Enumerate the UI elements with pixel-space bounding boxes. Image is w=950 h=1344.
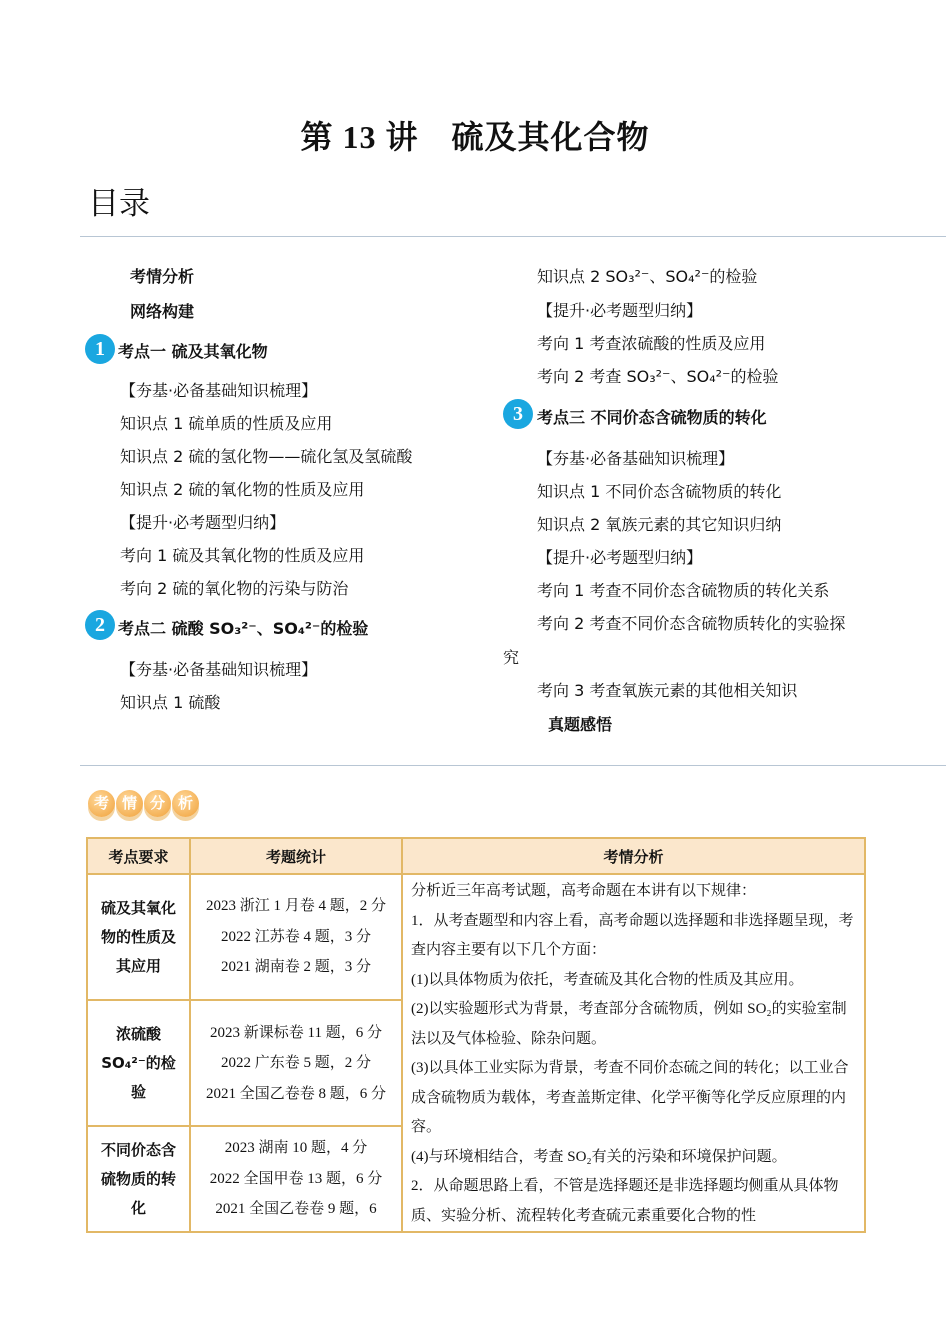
toc-item[interactable]: 考向 1 考查浓硫酸的性质及应用 xyxy=(537,334,766,353)
logo-char: 情 xyxy=(116,790,143,817)
stats-cell xyxy=(190,1126,402,1232)
toc-item[interactable]: 【夯基·必备基础知识梳理】 xyxy=(537,449,735,468)
toc-item[interactable]: 考向 1 考查不同价态含硫物质的转化关系 xyxy=(537,581,830,600)
toc-item[interactable]: 知识点 1 硫单质的性质及应用 xyxy=(120,414,333,433)
toc-item[interactable]: 网络构建 xyxy=(130,302,195,321)
stat-line: 2022 全国甲卷 13 题，6 分 xyxy=(209,1170,383,1187)
toc-bottom-divider xyxy=(80,765,946,766)
toc-item[interactable]: 【夯基·必备基础知识梳理】 xyxy=(120,660,318,679)
toc-item[interactable]: 知识点 2 硫的氢化物——硫化氢及氢硫酸 xyxy=(120,447,413,466)
analysis-paragraph: (1)以具体物质为依托，考查硫及其化合物的性质及其应用。 xyxy=(411,971,804,988)
column-header: 考点要求 xyxy=(87,838,190,874)
toc-item[interactable]: 知识点 2 硫的氧化物的性质及应用 xyxy=(120,480,365,499)
table-header-row xyxy=(87,838,865,874)
logo-char: 分 xyxy=(144,790,171,817)
toc-item[interactable]: 【提升·必考题型归纳】 xyxy=(537,548,703,567)
toc-item[interactable]: 知识点 1 不同价态含硫物质的转化 xyxy=(537,482,782,501)
logo-char: 考 xyxy=(88,790,115,817)
stat-line: 2022 广东卷 5 题，2 分 xyxy=(220,1055,371,1072)
analysis-paragraph: 1．从考查题型和内容上看，高考命题以选择题和非选择题呈现，考查内容主要有以下几个方面： xyxy=(411,912,854,958)
toc-item[interactable]: 考向 2 考查 SO₃²⁻、SO₄²⁻的检验 xyxy=(537,367,779,386)
number-badge-icon: 2 xyxy=(85,610,115,640)
toc-item-section-3[interactable]: 考点三 不同价态含硫物质的转化 xyxy=(537,408,767,427)
logo-char: 析 xyxy=(172,790,199,817)
topic-cell: 浓硫酸 SO₄²⁻的检验 xyxy=(87,1000,190,1126)
toc-item[interactable]: 【夯基·必备基础知识梳理】 xyxy=(120,381,318,400)
number-badge-icon: 1 xyxy=(85,334,115,364)
column-header: 考情分析 xyxy=(402,838,865,874)
toc-item[interactable]: 考向 2 硫的氧化物的污染与防治 xyxy=(120,579,349,598)
table-row xyxy=(87,874,865,1000)
analysis-paragraph: 2．从命题思路上看，不管是选择题还是非选择题均侧重从具体物质、实验分析、流程转化考查硫元素重要化合物的性 xyxy=(411,1178,839,1224)
toc-item-section-1[interactable]: 考点一 硫及其氧化物 xyxy=(118,342,268,361)
stat-line: 2023 新课标卷 11 题，6 分 xyxy=(210,1024,382,1041)
stat-line: 2021 湖南卷 2 题，3 分 xyxy=(220,959,371,976)
toc-item[interactable]: 【提升·必考题型归纳】 xyxy=(537,301,703,320)
toc-heading: 目录 xyxy=(88,186,150,222)
exam-analysis-table xyxy=(86,837,866,1233)
toc-item-section-2[interactable]: 考点二 硫酸 SO₃²⁻、SO₄²⁻的检验 xyxy=(118,619,369,638)
page-title: 第 13 讲 硫及其化合物 xyxy=(300,119,650,155)
toc-item[interactable]: 考向 1 硫及其氧化物的性质及应用 xyxy=(120,546,365,565)
stat-line: 2022 江苏卷 4 题，3 分 xyxy=(220,928,371,945)
toc-item[interactable]: 知识点 1 硫酸 xyxy=(120,693,221,712)
toc-item[interactable]: 考向 3 考查氧族元素的其他相关知识 xyxy=(537,681,798,700)
analysis-paragraph: (3)以具体工业实际为背景，考查不同价态硫之间的转化；以工业合成含硫物质为载体，考查盖斯定律、化学平衡等化学反应原理的内容。 xyxy=(411,1060,849,1135)
exam-analysis-logo xyxy=(88,790,199,824)
column-header: 考题统计 xyxy=(190,838,402,874)
toc-item[interactable]: 究 xyxy=(503,648,520,667)
toc-item[interactable]: 知识点 2 氧族元素的其它知识归纳 xyxy=(537,515,782,534)
toc-top-divider xyxy=(80,236,946,237)
stat-line: 2021 全国乙卷卷 8 题，6 分 xyxy=(205,1085,386,1102)
toc-item[interactable]: 考情分析 xyxy=(130,267,195,286)
toc-item[interactable]: 真题感悟 xyxy=(548,715,613,734)
analysis-cell xyxy=(402,874,865,1232)
toc-item[interactable]: 考向 2 考查不同价态含硫物质转化的实验探 xyxy=(537,614,846,633)
topic-cell: 硫及其氧化物的性质及其应用 xyxy=(87,874,190,1000)
number-badge-icon: 3 xyxy=(503,399,533,429)
stats-cell xyxy=(190,1000,402,1126)
stat-line: 2023 湖南 10 题，4 分 xyxy=(224,1140,368,1157)
toc-item[interactable]: 知识点 2 SO₃²⁻、SO₄²⁻的检验 xyxy=(537,267,758,286)
stats-cell xyxy=(190,874,402,1000)
analysis-paragraph: (4)与环境相结合，考查 SO₂有关的污染和环境保护问题。 xyxy=(411,1148,787,1165)
stat-line: 2023 浙江 1 月卷 4 题，2 分 xyxy=(205,898,386,915)
analysis-paragraph: 分析近三年高考试题，高考命题在本讲有以下规律： xyxy=(411,883,757,899)
analysis-paragraph: (2)以实验题形式为背景，考查部分含硫物质，例如 SO₂的实验室制法以及气体检验、除杂问题。 xyxy=(411,1001,847,1047)
topic-cell: 不同价态含硫物质的转化 xyxy=(87,1126,190,1232)
stat-line: 2021 全国乙卷卷 9 题，6 xyxy=(215,1201,377,1218)
toc-item[interactable]: 【提升·必考题型归纳】 xyxy=(120,513,286,532)
